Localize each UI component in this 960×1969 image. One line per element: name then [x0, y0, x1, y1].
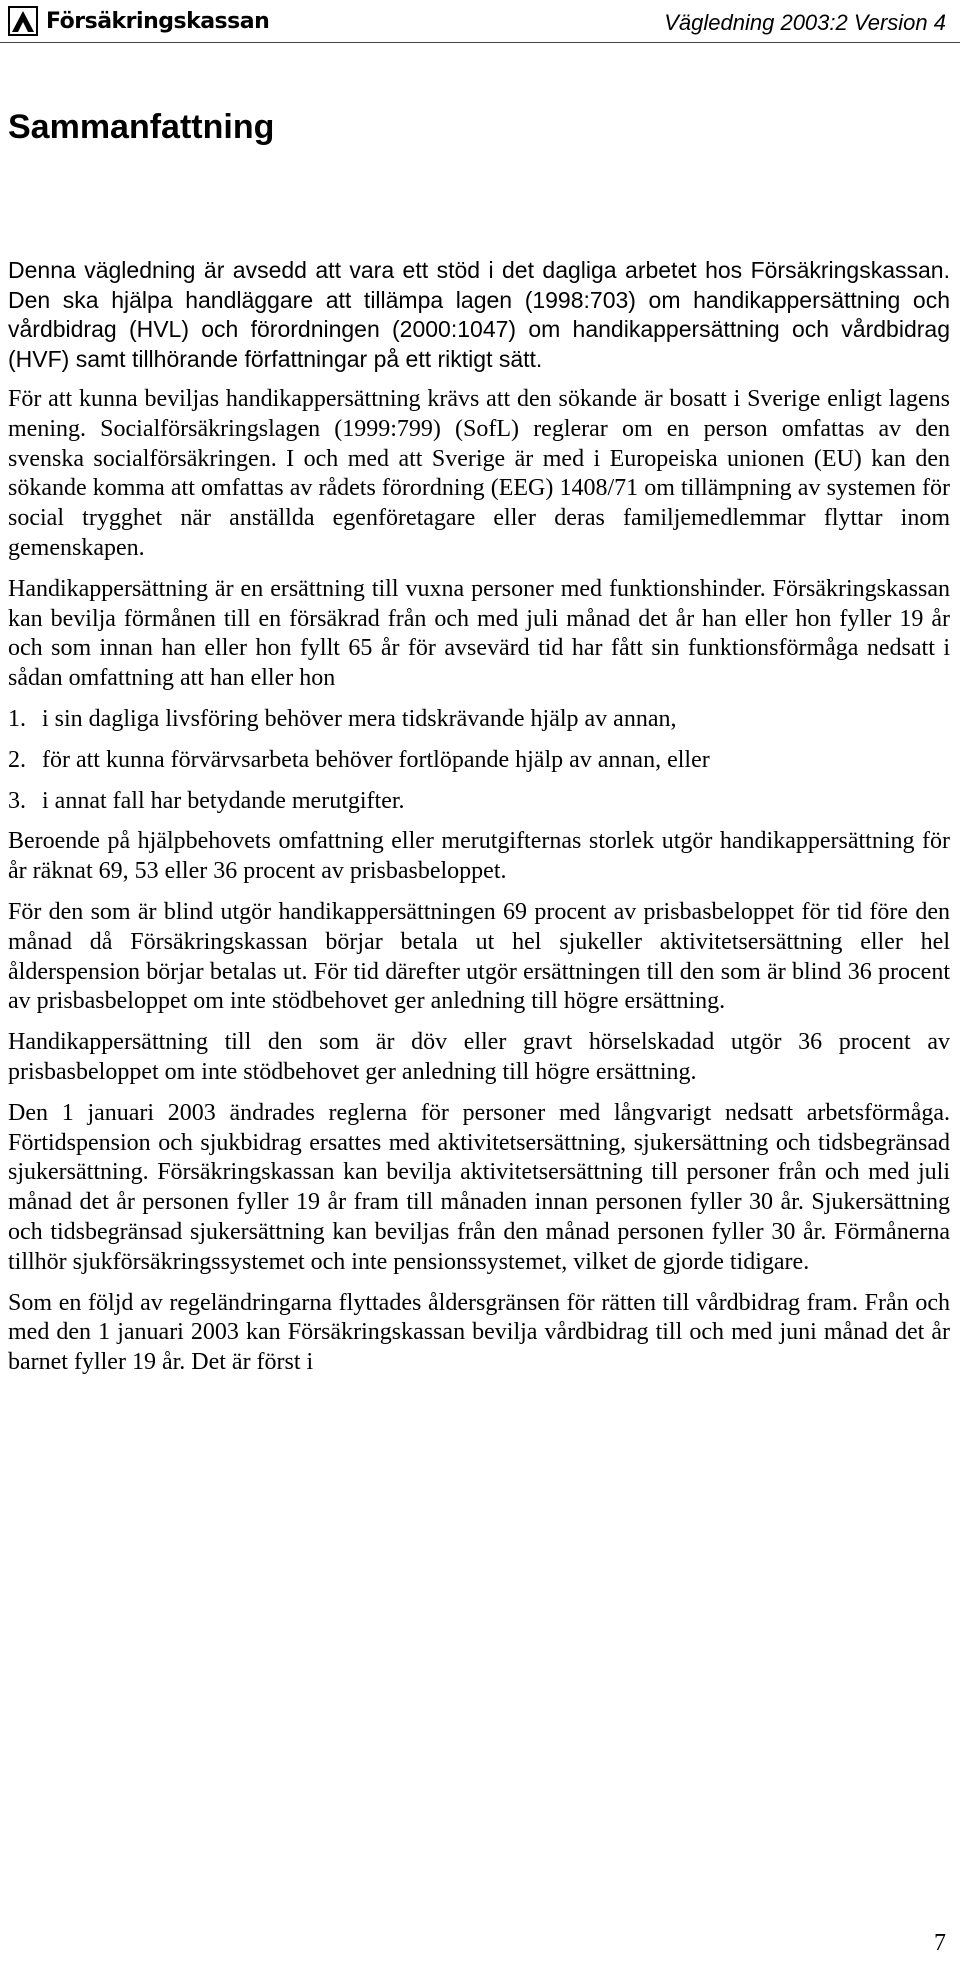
- page-title: Sammanfattning: [8, 108, 275, 146]
- page-header: [0, 0, 960, 44]
- logo: [8, 6, 269, 36]
- list-item: [8, 787, 950, 817]
- list-item-text: i sin dagliga livsföring behöver mera tidskrävande hjälp av annan,: [42, 705, 677, 732]
- page-number: 7: [934, 1930, 946, 1956]
- criteria-list: [8, 705, 950, 816]
- document-version: Vägledning 2003:2 Version 4: [664, 10, 946, 35]
- logo-text: Försäkringskassan: [46, 8, 270, 34]
- paragraph-residency: För att kunna beviljas handikappersättning krävs att den sökande är bosatt i Sverige enligt lagens mening. Socialförsäkringslagen (1999:799) (SofL) reglerar om en person omfattas av den svenska socialförsäkringen. I och med att Sverige är med i Europeiska unionen (EU) kan den sökande komma att omfattas av rådets förordning (EEG) 1408/71 om tillämpning av systemen för social trygghet när anställda egenföretagare eller deras familjemedlemmar flyttar inom gemenskapen.: [8, 386, 950, 561]
- list-item-number: 1.: [8, 705, 26, 732]
- document-body: [8, 256, 950, 1389]
- paragraph-intro: Denna vägledning är avsedd att vara ett stöd i det dagliga arbetet hos Försäkringskassan. Den ska hjälpa handläggare att tillämpa lagen (1998:703) om handikappersättning och vårdbidrag (HVL) och förordningen (2000:1047) om handikappersättning och vårdbidrag (HVF) samt tillhörande författningar på ett riktigt sätt.: [8, 257, 950, 372]
- paragraph-2003-changes: Den 1 januari 2003 ändrades reglerna för personer med långvarigt nedsatt arbetsförmåga. Förtidspension och sjukbidrag ersattes med aktivitetsersättning, sjukersättning och tidsbegränsad sjukersättning. Försäkringskassan kan bevilja aktivitetsersättning till personer från och med juli månad det år personen fyller 19 år fram till månaden innan personen fyller 30 år. Sjukersättning och tidsbegränsad sjukersättning kan beviljas från den månad personen fyller 30 år. Förmånerna tillhör sjukförsäkringssystemet och inte pensionssystemet, vilket de gjorde tidigare.: [8, 1099, 950, 1275]
- list-item-text: i annat fall har betydande merutgifter.: [42, 787, 405, 814]
- paragraph-blind: För den som är blind utgör handikappersättningen 69 procent av prisbasbeloppet för tid före den månad då Försäkringskassan börjar betala ut hel sjukeller aktivitetsersättning eller hel ålderspension börjar betalas ut. För tid därefter utgör ersättningen till den som är blind 36 procent av prisbasbeloppet om inte stödbehovet ger anledning till högre ersättning.: [8, 898, 950, 1015]
- forsakringskassan-logo-icon: [8, 6, 38, 36]
- paragraph-care-allowance: Som en följd av regeländringarna flyttades åldersgränsen för rätten till vårdbidrag fram. Från och med den 1 januari 2003 kan Försäkringskassan bevilja vårdbidrag till och med juni månad det år barnet fyller 19 år. Det är först i: [8, 1289, 950, 1376]
- list-item: [8, 746, 950, 776]
- paragraph-eligibility: Handikappersättning är en ersättning till vuxna personer med funktionshinder. Försäkringskassan kan bevilja förmånen till en försäkrad från och med juli månad det år han eller hon fyller 19 år och som innan han eller hon fyllt 65 år för avsevärd tid har fått sin funktionsförmåga nedsatt i sådan omfattning att han eller hon: [8, 575, 950, 692]
- paragraph-amounts: Beroende på hjälpbehovets omfattning eller merutgifternas storlek utgör handikappersättning för år räknat 69, 53 eller 36 procent av prisbasbeloppet.: [8, 828, 950, 885]
- header-divider: [0, 42, 960, 43]
- list-item-text: för att kunna förvärvsarbeta behöver fortlöpande hjälp av annan, eller: [42, 746, 710, 773]
- list-item-number: 2.: [8, 746, 26, 773]
- paragraph-deaf: Handikappersättning till den som är döv eller gravt hörselskadad utgör 36 procent av prisbasbeloppet om inte stödbehovet ger anledning till högre ersättning.: [8, 1029, 950, 1085]
- list-item-number: 3.: [8, 787, 26, 814]
- list-item: [8, 705, 950, 735]
